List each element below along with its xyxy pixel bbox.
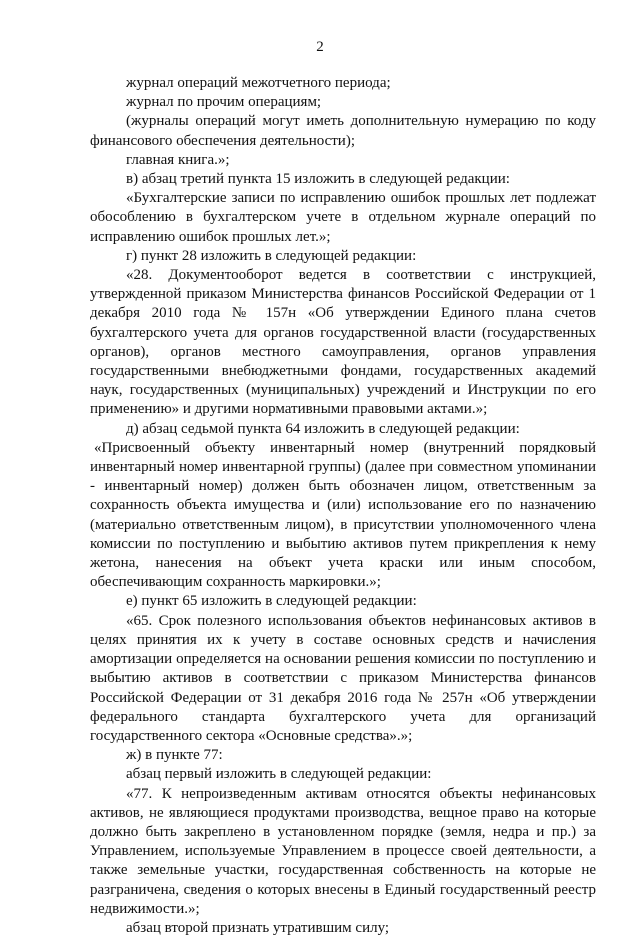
paragraph: абзац второй признать утратившим силу; xyxy=(126,919,390,936)
paragraph: «Присвоенный объекту инвентарный номер (внутренний порядковый инвентарный номер инвентарной группы) (далее при совместном упоминании - инвентарный номер) должен быть обозначен лицом, ответственным за сохранность объекта имущества и (или) использование его по назначению (материально ответственным лицом), в присутствии уполномоченного члена комиссии по поступлению и выбытию активов путем прикрепления к нему жетона, нанесения на объект учета краски или иным способом, обеспечивающим сохранность маркировки.»; xyxy=(90,439,596,591)
paragraph: д) абзац седьмой пункта 64 изложить в следующей редакции: xyxy=(126,420,520,437)
paragraph: «65. Срок полезного использования объектов нефинансовых активов в целях принятия их к учету в составе основных средств и начисления амортизации определяется на основании решения комиссии по поступлению и выбытию активов в соответствии с приказом Министерства финансов Российской Федерации от 31 декабря 2016 года № 257н «Об утверждении федерального стандарта бухгалтерского учета для организаций государственного сектора «Основные средства».»; xyxy=(90,612,596,744)
paragraph: журнал операций межотчетного периода; xyxy=(126,75,391,91)
page-number: 2 xyxy=(316,39,324,55)
paragraph: е) пункт 65 изложить в следующей редакции: xyxy=(126,593,417,610)
paragraph: «Бухгалтерские записи по исправлению ошибок прошлых лет подлежат обособлению в бухгалтерском учете в отдельном журнале операций по исправлению ошибок прошлых лет.»; xyxy=(90,190,596,245)
paragraph: журнал по прочим операциям; xyxy=(126,94,322,111)
document-body xyxy=(90,74,596,938)
paragraph: главная книга.»; xyxy=(126,151,230,168)
paragraph: ж) в пункте 77: xyxy=(126,747,223,764)
paragraph: «28. Документооборот ведется в соответствии с инструкцией, утвержденной приказом Министерства финансов Российской Федерации от 1 декабря 2010 года № 157н «Об утверждении Единого плана счетов бухгалтерского учета для органов государственной власти (государственных органов), органов местного самоуправления, органов управления государственными внебюджетными фондами, государственных академий наук, государственных (муниципальных) учреждений и Инструкции по его применению» и другими нормативными правовыми актами.»; xyxy=(90,267,596,418)
paragraph: г) пункт 28 изложить в следующей редакции: xyxy=(126,247,417,264)
paragraph: в) абзац третий пункта 15 изложить в следующей редакции: xyxy=(126,171,510,188)
paragraph: (журналы операций могут иметь дополнительную нумерацию по коду финансового обеспечения деятельности); xyxy=(90,113,596,149)
paragraph: абзац первый изложить в следующей редакции: xyxy=(126,766,432,783)
paragraph: «77. К непроизведенным активам относятся объекты нефинансовых активов, не являющиеся продуктами производства, вещное право на которые должно быть закреплено в установленном порядке (земля, недра и пр.) за Управлением, используемые Управлением в процессе своей деятельности, а также земельные участки, государственная собственность на которые не разграничена, сведения о которых внесены в Единый государственный реестр недвижимости.»; xyxy=(90,785,596,917)
